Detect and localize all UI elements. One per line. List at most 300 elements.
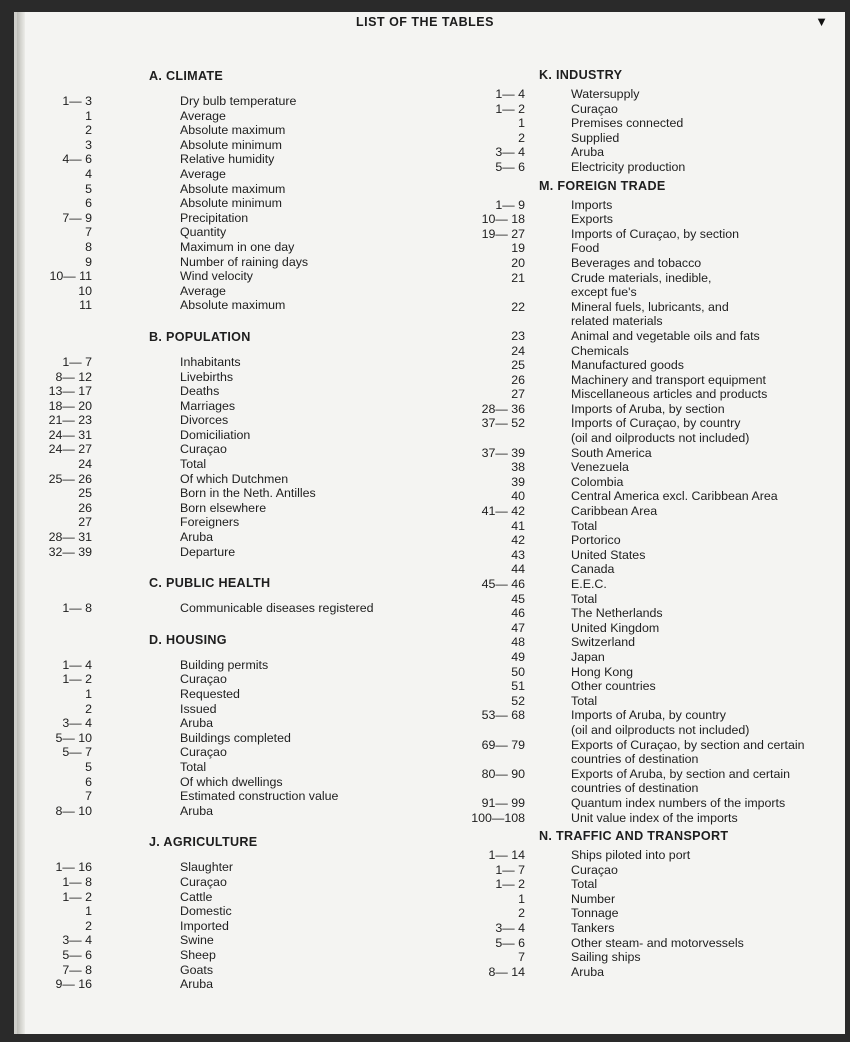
table-number: 25— 26 [48, 471, 92, 486]
table-list-entry [455, 358, 845, 373]
table-list-entry [455, 300, 845, 315]
table-list-entry [455, 504, 845, 519]
table-number: 7 [85, 225, 92, 240]
table-list-entry [455, 548, 845, 563]
table-list-entry [455, 460, 845, 475]
table-title: Absolute maximum [180, 181, 286, 196]
table-number: 1— 16 [55, 860, 92, 875]
table-number: 8— 10 [55, 803, 92, 818]
table-number: 53— 68 [481, 708, 525, 723]
table-list-entry [455, 877, 845, 892]
table-list-entry [30, 963, 430, 978]
table-number: 10— 18 [481, 212, 525, 227]
table-title: Curaçao [180, 745, 227, 760]
table-section [30, 575, 430, 616]
table-number: 1— 9 [495, 197, 525, 212]
section-heading: C. PUBLIC HEALTH [149, 576, 271, 591]
table-list-entry [455, 475, 845, 490]
table-list-entry [455, 848, 845, 863]
table-title: Aruba [180, 977, 214, 992]
table-section [455, 67, 845, 175]
table-number: 51 [511, 679, 525, 694]
table-title: Estimated construction value [180, 789, 339, 804]
table-number: 11 [79, 298, 92, 313]
table-title: Curaçao [571, 862, 618, 877]
table-title: Total [571, 693, 598, 708]
table-number: 21— 23 [48, 413, 92, 428]
table-list-entry [30, 875, 430, 890]
table-number: 80— 90 [481, 766, 525, 781]
table-list-entry [455, 781, 845, 796]
table-title: Aruba [180, 716, 214, 731]
table-title: Number [571, 891, 616, 906]
table-title: except fue's [571, 285, 637, 300]
table-title: Total [180, 457, 207, 472]
table-list-entry [455, 606, 845, 621]
table-list-entry [455, 387, 845, 402]
table-title: Buildings completed [180, 730, 291, 745]
table-title: (oil and oilproducts not included) [571, 722, 750, 737]
table-list-entry [30, 94, 430, 109]
table-list-entry [30, 167, 430, 182]
table-title: Born elsewhere [180, 500, 267, 515]
table-number: 7 [85, 789, 92, 804]
table-number: 9— 16 [55, 977, 92, 992]
table-list-entry [455, 256, 845, 271]
table-list-entry [30, 789, 430, 804]
table-number: 24 [511, 343, 525, 358]
table-title: Absolute maximum [180, 123, 286, 138]
table-title: Unit value index of the imports [571, 810, 738, 825]
table-title: Hong Kong [571, 664, 634, 679]
table-title: Miscellaneous articles and products [571, 387, 768, 402]
table-number: 32— 39 [48, 544, 92, 559]
table-list-entry [455, 145, 845, 160]
table-number: 19— 27 [481, 226, 525, 241]
table-title: Average [180, 283, 226, 298]
table-number: 3 [85, 137, 92, 152]
table-title: Tonnage [571, 906, 619, 921]
table-title: Cattle [180, 889, 213, 904]
table-list-entry [455, 416, 845, 431]
table-number: 25 [511, 358, 525, 373]
table-number: 1— 8 [62, 874, 92, 889]
table-number: 1— 8 [62, 601, 92, 616]
table-list-entry [30, 182, 430, 197]
table-list-entry [455, 708, 845, 723]
table-number: 2 [85, 918, 92, 933]
table-title: Other steam- and motorvessels [571, 935, 744, 950]
table-number: 1— 2 [495, 877, 525, 892]
table-title: Issued [180, 701, 217, 716]
table-section [30, 834, 430, 991]
table-number: 7— 9 [62, 210, 92, 225]
table-list-entry [455, 592, 845, 607]
table-number: 1— 4 [495, 87, 525, 101]
table-title: Wind velocity [180, 269, 253, 284]
table-list-entry [455, 679, 845, 694]
table-list-entry [455, 271, 845, 286]
table-title: Departure [180, 544, 236, 559]
table-title: Machinery and transport equipment [571, 372, 766, 387]
table-number: 7— 8 [62, 962, 92, 977]
table-list-entry [30, 138, 430, 153]
table-title: Maximum in one day [180, 239, 295, 254]
table-number: 28— 36 [481, 401, 525, 416]
table-list-entry [30, 413, 430, 428]
table-number: 41 [511, 518, 525, 533]
table-title: Foreigners [180, 515, 240, 530]
section-heading: A. CLIMATE [149, 69, 224, 83]
table-number: 37— 52 [481, 416, 525, 431]
table-number: 1— 2 [62, 672, 92, 687]
table-list-entry [30, 919, 430, 934]
table-title: Electricity production [571, 159, 686, 174]
table-list-entry [455, 227, 845, 242]
table-number: 27 [78, 515, 92, 530]
table-list-entry [30, 948, 430, 963]
table-title: Premises connected [571, 116, 684, 131]
table-list-entry [30, 355, 430, 370]
table-section [30, 632, 430, 819]
section-heading: M. FOREIGN TRADE [539, 178, 666, 193]
table-title: Canada [571, 562, 615, 577]
table-number: 39 [511, 474, 525, 489]
right-column [455, 66, 845, 979]
table-number: 1— 7 [62, 354, 92, 369]
table-number: 26 [511, 372, 525, 387]
table-list-entry [30, 977, 430, 992]
table-list-entry [455, 489, 845, 504]
table-list-entry [455, 863, 845, 878]
table-list-entry [455, 431, 845, 446]
table-number: 20 [511, 255, 525, 270]
table-number: 45 [511, 591, 525, 606]
table-number: 5— 6 [495, 935, 525, 950]
page-binding-edge [17, 12, 25, 1034]
table-number: 3— 4 [62, 716, 92, 731]
table-title: (oil and oilproducts not included) [571, 431, 750, 446]
table-list-entry [455, 241, 845, 256]
table-title: Absolute maximum [180, 298, 286, 313]
table-title: Imports [571, 197, 613, 212]
table-title: Precipitation [180, 210, 249, 225]
table-number: 8— 12 [55, 369, 92, 384]
table-title: Animal and vegetable oils and fats [571, 328, 760, 343]
table-number: 43 [511, 547, 525, 562]
table-title: Imports of Curaçao, by section [571, 226, 740, 241]
table-number: 9 [85, 254, 92, 269]
table-title: Quantity [180, 225, 227, 240]
table-title: Absolute minimum [180, 137, 282, 152]
table-number: 1— 4 [62, 657, 92, 672]
section-heading: K. INDUSTRY [539, 68, 623, 82]
table-list-entry [30, 933, 430, 948]
table-list-entry [30, 298, 430, 313]
table-number: 5 [85, 181, 92, 196]
table-list-entry [455, 116, 845, 131]
table-title: Divorces [180, 413, 229, 428]
table-number: 3— 4 [495, 145, 525, 160]
table-number: 100—108 [471, 810, 525, 825]
table-title: South America [571, 445, 652, 460]
table-number: 4— 6 [62, 152, 92, 167]
table-list-entry [30, 457, 430, 472]
table-title: Born in the Neth. Antilles [180, 486, 316, 501]
table-number: 22 [511, 299, 525, 314]
table-title: Total [571, 877, 598, 892]
table-number: 3— 4 [62, 933, 92, 948]
table-list-entry [455, 665, 845, 680]
table-list-entry [455, 738, 845, 753]
table-list-entry [455, 344, 845, 359]
table-number: 4 [85, 166, 92, 181]
table-list-entry [30, 860, 430, 875]
table-title: Aruba [180, 530, 214, 545]
table-title: E.E.C. [571, 577, 607, 591]
table-list-entry [455, 446, 845, 461]
table-list-entry [30, 530, 430, 545]
table-number: 91— 99 [481, 795, 525, 810]
table-list-entry [30, 890, 430, 905]
table-title: Crude materials, inedible, [571, 270, 712, 285]
table-list-entry [455, 796, 845, 811]
table-title: Livebirths [180, 369, 234, 384]
table-title: Average [180, 108, 226, 123]
table-list-entry [30, 904, 430, 919]
page-title: LIST OF THE TABLES [356, 15, 494, 29]
table-title: Building permits [180, 657, 269, 672]
table-section [30, 68, 430, 313]
table-title: United States [571, 547, 646, 562]
table-number: 40 [511, 489, 525, 504]
table-list-entry [455, 752, 845, 767]
table-title: Imports of Aruba, by country [571, 708, 726, 723]
table-list-entry [30, 804, 430, 819]
table-list-entry [30, 545, 430, 560]
table-title: Relative humidity [180, 152, 275, 167]
table-list-entry [30, 240, 430, 255]
table-list-entry [30, 716, 430, 731]
table-number: 6 [85, 196, 92, 211]
table-list-entry [455, 314, 845, 329]
table-title: Deaths [180, 384, 220, 399]
table-list-entry [30, 152, 430, 167]
table-list-entry [455, 533, 845, 548]
table-list-entry [30, 428, 430, 443]
table-list-entry [30, 731, 430, 746]
table-number: 47 [511, 620, 525, 635]
table-number: 1— 2 [495, 101, 525, 116]
table-number: 2 [85, 123, 92, 138]
table-list-entry [30, 225, 430, 240]
table-title: Average [180, 166, 226, 181]
table-list-entry [455, 212, 845, 227]
table-list-entry [455, 577, 845, 592]
table-list-entry [455, 694, 845, 709]
table-title: Swine [180, 933, 214, 948]
table-number: 28— 31 [48, 530, 92, 545]
table-number: 1 [85, 687, 92, 701]
table-number: 44 [511, 562, 525, 577]
table-number: 37— 39 [481, 445, 525, 460]
table-list-entry [455, 562, 845, 577]
table-list-entry [30, 370, 430, 385]
table-number: 1 [518, 116, 525, 131]
table-title: Marriages [180, 398, 236, 413]
table-list-entry [455, 723, 845, 738]
table-title: United Kingdom [571, 620, 660, 635]
table-number: 2 [85, 701, 92, 716]
table-title: Curaçao [180, 672, 227, 687]
table-list-entry [30, 745, 430, 760]
table-number: 5 [85, 759, 92, 774]
table-list-entry [30, 515, 430, 530]
table-list-entry [455, 635, 845, 650]
table-list-entry [455, 965, 845, 980]
table-list-entry [455, 102, 845, 117]
table-title: Other countries [571, 679, 656, 694]
table-number: 52 [511, 693, 525, 708]
table-list-entry [455, 650, 845, 665]
table-list-entry [30, 384, 430, 399]
table-number: 48 [511, 635, 525, 650]
table-number: 1 [85, 108, 92, 123]
table-title: Aruba [571, 145, 605, 160]
table-number: 1— 14 [488, 848, 525, 863]
table-title: Exports of Curaçao, by section and certain [571, 737, 805, 752]
table-list-entry [30, 123, 430, 138]
table-title: Imported [180, 918, 229, 933]
table-number: 24— 27 [48, 442, 92, 457]
table-title: Central America excl. Caribbean Area [571, 489, 778, 504]
table-title: Colombia [571, 474, 624, 489]
table-number: 5— 6 [495, 159, 525, 174]
table-list-entry [30, 672, 430, 687]
table-number: 10 [78, 283, 92, 298]
table-title: Of which Dutchmen [180, 471, 289, 486]
table-number: 2 [518, 906, 525, 921]
table-list-entry [30, 687, 430, 702]
table-list-entry [30, 211, 430, 226]
table-title: Tankers [571, 921, 615, 936]
table-title: Venezuela [571, 460, 629, 475]
table-number: 26 [78, 500, 92, 515]
table-title: Requested [180, 687, 240, 701]
table-number: 7 [518, 950, 525, 965]
section-heading: J. AGRICULTURE [149, 835, 258, 850]
table-section [30, 329, 430, 559]
table-number: 25 [78, 486, 92, 501]
table-list-entry [30, 284, 430, 299]
table-list-entry [30, 399, 430, 414]
table-list-entry [455, 621, 845, 636]
table-list-entry [455, 87, 845, 102]
table-title: Curaçao [180, 874, 227, 889]
table-list-entry [30, 486, 430, 501]
table-title: countries of destination [571, 781, 699, 796]
table-number: 24— 31 [48, 427, 92, 442]
table-list-entry [455, 160, 845, 175]
table-list-entry [30, 255, 430, 270]
table-list-entry [30, 601, 430, 616]
table-list-entry [30, 775, 430, 790]
table-section [455, 828, 845, 979]
table-list-entry [455, 950, 845, 965]
table-title: Inhabitants [180, 354, 241, 369]
table-number: 23 [511, 328, 525, 343]
table-number: 24 [78, 457, 92, 472]
table-title: Caribbean Area [571, 504, 658, 519]
table-list-entry [30, 658, 430, 673]
table-list-entry [455, 767, 845, 782]
table-number: 1— 7 [495, 862, 525, 877]
table-number: 1— 2 [62, 889, 92, 904]
table-title: Aruba [571, 964, 605, 979]
table-list-entry [455, 519, 845, 534]
section-heading: B. POPULATION [149, 329, 251, 344]
table-list-entry [30, 501, 430, 516]
table-list-entry [30, 760, 430, 775]
table-title: Total [571, 591, 598, 606]
table-list-entry [30, 472, 430, 487]
table-title: Domiciliation [180, 427, 251, 442]
table-title: Exports of Aruba, by section and certain [571, 766, 791, 781]
table-list-entry [455, 373, 845, 388]
table-number: 27 [511, 387, 525, 402]
table-title: Watersupply [571, 87, 640, 101]
table-title: related materials [571, 314, 663, 329]
table-title: Sailing ships [571, 950, 641, 965]
table-title: Communicable diseases registered [180, 601, 374, 616]
section-heading: D. HOUSING [149, 632, 227, 647]
table-number: 50 [511, 664, 525, 679]
table-title: Curaçao [180, 442, 227, 457]
table-title: Mineral fuels, lubricants, and [571, 299, 729, 314]
table-title: Supplied [571, 130, 620, 145]
table-title: Imports of Aruba, by section [571, 401, 725, 416]
table-title: Beverages and tobacco [571, 255, 702, 270]
table-list-entry [30, 269, 430, 284]
table-title: Exports [571, 212, 614, 227]
table-list-entry [30, 196, 430, 211]
table-title: Japan [571, 649, 605, 664]
table-number: 69— 79 [481, 737, 525, 752]
table-list-entry [455, 329, 845, 344]
corner-mark: ▼ [815, 14, 828, 29]
table-list-entry [455, 906, 845, 921]
table-list-entry [455, 198, 845, 213]
table-title: Sheep [180, 947, 216, 962]
table-title: Total [180, 759, 207, 774]
table-title: Slaughter [180, 860, 234, 875]
table-title: Imports of Curaçao, by country [571, 416, 741, 431]
table-title: Total [571, 518, 598, 533]
table-title: Domestic [180, 904, 232, 919]
table-number: 42 [511, 533, 525, 548]
table-number: 49 [511, 649, 525, 664]
table-number: 19 [511, 241, 525, 256]
table-number: 46 [511, 606, 525, 621]
table-number: 18— 20 [48, 398, 92, 413]
table-number: 2 [518, 130, 525, 145]
table-title: The Netherlands [571, 606, 663, 621]
table-title: Food [571, 241, 600, 256]
table-list-entry [455, 892, 845, 907]
table-title: Curaçao [571, 101, 618, 116]
table-title: Aruba [180, 803, 214, 818]
table-number: 21 [511, 270, 525, 285]
